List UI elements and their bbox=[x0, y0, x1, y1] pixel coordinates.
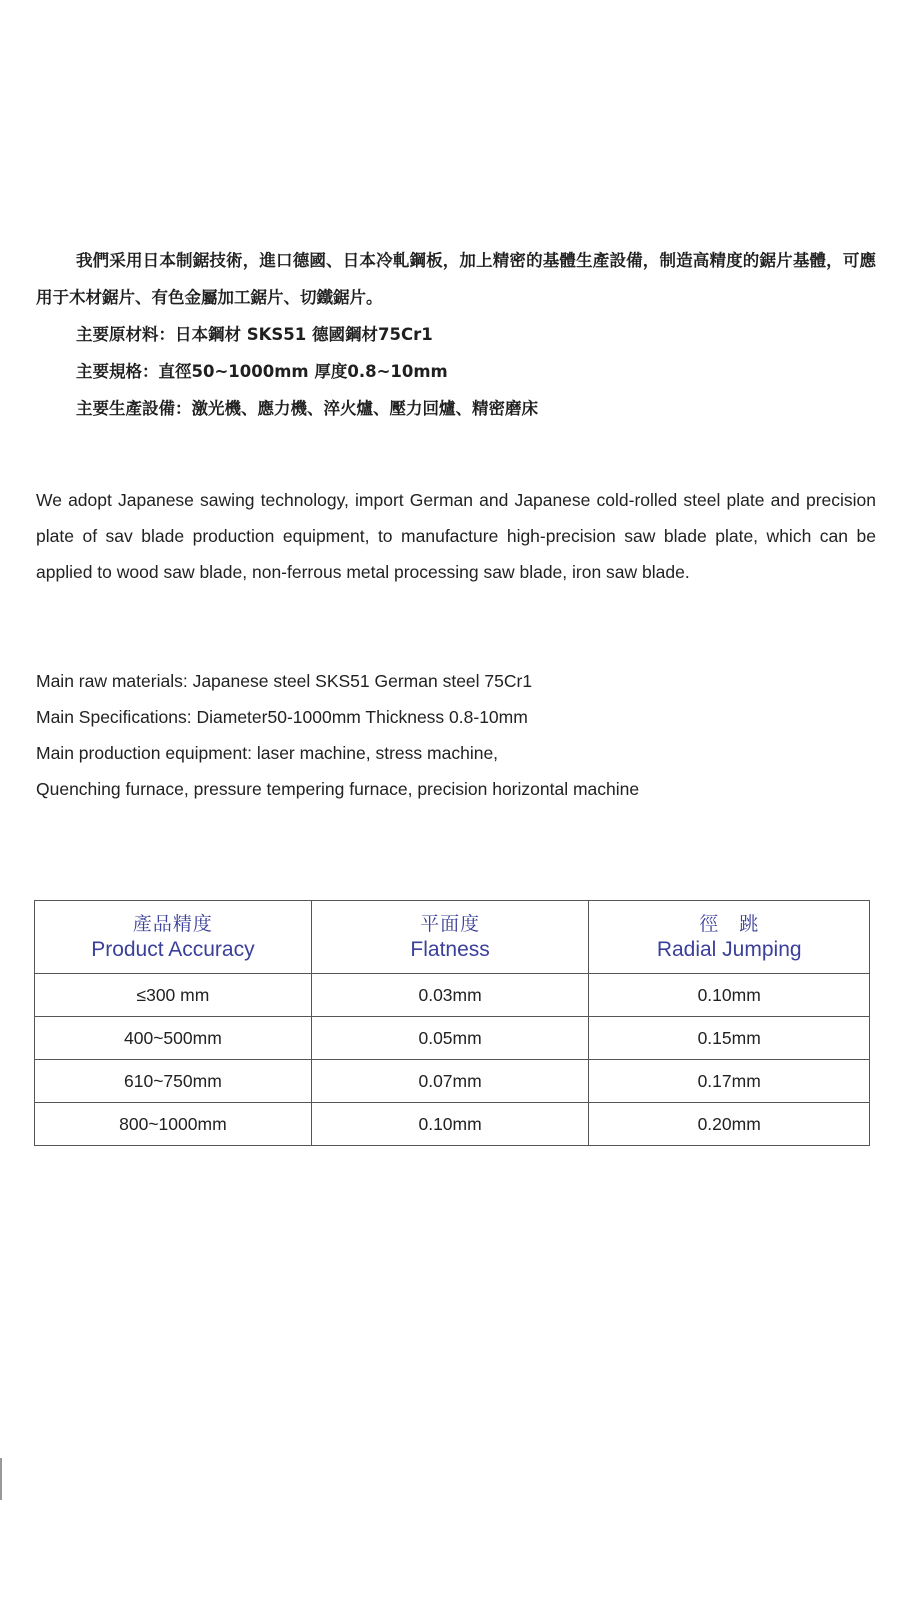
cell-accuracy: 800~1000mm bbox=[35, 1103, 312, 1146]
cell-flatness: 0.03mm bbox=[311, 974, 589, 1017]
cell-flatness: 0.07mm bbox=[311, 1060, 589, 1103]
english-description bbox=[36, 482, 876, 590]
table-row bbox=[35, 1103, 870, 1146]
cell-accuracy: 610~750mm bbox=[35, 1060, 312, 1103]
chinese-materials-line: 主要原材料：日本鋼材 SKS51 德國鋼材75Cr1 bbox=[76, 325, 433, 344]
header-radial-jumping-cn: 徑 跳 bbox=[699, 913, 760, 935]
english-equipment-line-1: Main production equipment: laser machine, stress machine, bbox=[36, 743, 499, 763]
english-specs-line: Main Specifications: Diameter50-1000mm Thickness 0.8-10mm bbox=[36, 707, 528, 727]
table-row bbox=[35, 974, 870, 1017]
english-materials-line: Main raw materials: Japanese steel SKS51 German steel 75Cr1 bbox=[36, 671, 533, 691]
cell-accuracy: 400~500mm bbox=[35, 1017, 312, 1060]
table-header-row bbox=[35, 901, 870, 974]
header-radial-jumping-en: Radial Jumping bbox=[656, 938, 802, 961]
table-row bbox=[35, 1017, 870, 1060]
chinese-intro-paragraph: 我們采用日本制鋸技術，進口德國、日本冷軋鋼板，加上精密的基體生產設備，制造高精度的鋸片基體，可應用于木材鋸片、有色金屬加工鋸片、切鐵鋸片。 bbox=[36, 251, 876, 307]
cell-flatness: 0.10mm bbox=[311, 1103, 589, 1146]
header-product-accuracy-en: Product Accuracy bbox=[91, 938, 255, 961]
header-product-accuracy-cn: 產品精度 bbox=[132, 913, 213, 935]
chinese-equipment-line: 主要生產設備：激光機、應力機、淬火爐、壓力回爐、精密磨床 bbox=[76, 399, 538, 418]
cell-radial-jumping: 0.20mm bbox=[589, 1103, 870, 1146]
cell-flatness: 0.05mm bbox=[311, 1017, 589, 1060]
english-equipment-line-2: Quenching furnace, pressure tempering furnace, precision horizontal machine bbox=[36, 779, 640, 799]
chinese-specs-line: 主要規格：直徑50~1000mm 厚度0.8~10mm bbox=[76, 362, 448, 381]
english-intro-paragraph: We adopt Japanese sawing technology, import German and Japanese cold-rolled steel plate and precision plate of sav blade production equipment, to manufacture high-precision saw blade plate, which can be applied to wood saw blade, non-ferrous metal processing saw blade, iron saw blade. bbox=[36, 490, 876, 582]
cell-radial-jumping: 0.17mm bbox=[589, 1060, 870, 1103]
header-product-accuracy bbox=[35, 901, 312, 974]
cell-radial-jumping: 0.10mm bbox=[589, 974, 870, 1017]
accuracy-spec-table bbox=[34, 900, 870, 1146]
english-details bbox=[36, 663, 876, 807]
chinese-description bbox=[36, 242, 876, 427]
cell-accuracy: ≤300 mm bbox=[35, 974, 312, 1017]
table-row bbox=[35, 1060, 870, 1103]
header-flatness bbox=[311, 901, 589, 974]
left-edge-divider bbox=[0, 1458, 2, 1500]
header-flatness-en: Flatness bbox=[410, 938, 490, 961]
header-radial-jumping bbox=[589, 901, 870, 974]
cell-radial-jumping: 0.15mm bbox=[589, 1017, 870, 1060]
header-flatness-cn: 平面度 bbox=[420, 913, 481, 935]
